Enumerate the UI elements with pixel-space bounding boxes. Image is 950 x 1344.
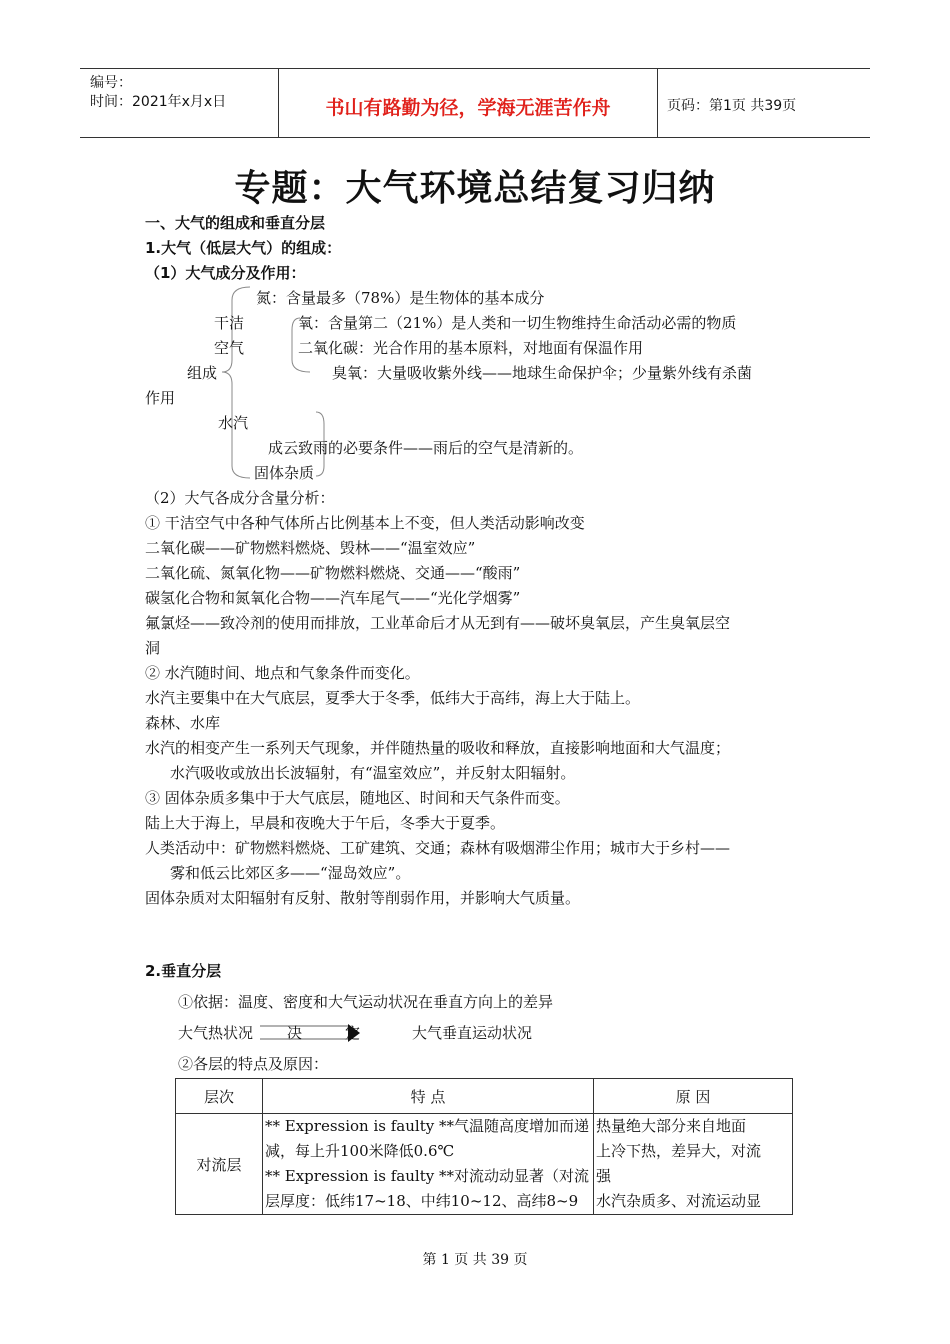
composition-brackets [0, 0, 950, 500]
reason-line: 上冷下热，差异大，对流 [596, 1142, 762, 1160]
analysis-line: 二氧化硫、氮氧化物——矿物燃料燃烧、交通——“酸雨” [145, 564, 521, 582]
page-info: 页码：第1页 共39页 [667, 98, 797, 114]
analysis-line: 固体杂质对太阳辐射有反射、散射等削弱作用，并影响大气质量。 [145, 889, 581, 907]
motto-text: 书山有路勤为径，学海无涯苦作舟 [325, 97, 611, 119]
section1-sub1: 1.大气（低层大气）的组成： [145, 239, 342, 257]
analysis-line: 氟氯烃——致冷剂的使用而排放，工业革命后才从无到有——破坏臭氧层，产生臭氧层空 [145, 614, 731, 632]
analysis-line: 水汽吸收或放出长波辐射，有“温室效应”，并反射太阳辐射。 [170, 764, 576, 782]
analysis-line: 二氧化碳——矿物燃料燃烧、毁林——“温室效应” [145, 539, 476, 557]
diagram-ozone-cont: 作用 [145, 389, 176, 407]
page-title: 专题：大气环境总结复习归纳 [234, 168, 716, 209]
reason-cell [594, 1114, 793, 1215]
table-header-cell: 特 点 [263, 1079, 594, 1114]
diagram-oxygen: 氧：含量第二（21%）是人类和一切生物维持生命活动必需的物质 [298, 314, 737, 332]
diagram-dry-air-1: 干洁 [214, 314, 245, 332]
section2-basis: ①依据：温度、密度和大气运动状况在垂直方向上的差异 [178, 993, 554, 1011]
section2-heading: 2.垂直分层 [145, 962, 222, 980]
analysis-line: 陆上大于海上，早晨和夜晚大于午后，冬季大于夏季。 [145, 814, 506, 832]
analysis-line: ② 水汽随时间、地点和气象条件而变化。 [145, 664, 420, 682]
reason-line: 强 [596, 1167, 612, 1185]
layer-name-cell: 对流层 [176, 1114, 263, 1215]
doc-number-label: 编号： [90, 75, 132, 91]
analysis-line: 水汽主要集中在大气底层，夏季大于冬季，低纬大于高纬，海上大于陆上。 [145, 689, 641, 707]
feature-cell [263, 1114, 594, 1215]
feature-line: ** Expression is faulty **气温随高度增加而递 [265, 1117, 589, 1135]
flow-mid: 决 [287, 1024, 303, 1042]
analysis-line: 雾和低云比郊区多——“湿岛效应”。 [170, 864, 411, 882]
layers-table [175, 1078, 793, 1215]
table-header-row [176, 1079, 793, 1114]
analysis-line: 人类活动中：矿物燃料燃烧、工矿建筑、交通；森林有吸烟滞尘作用；城市大于乡村—— [145, 839, 731, 857]
diagram-ozone: 臭氧：大量吸收紫外线——地球生命保护伞；少量紫外线有杀菌 [332, 364, 753, 382]
page-footer: 第 1 页 共 39 页 [422, 1252, 528, 1268]
analysis-line: 森林、水库 [145, 714, 221, 732]
feature-line: 层厚度：低纬17~18、中纬10~12、高纬8~9 [265, 1192, 579, 1210]
flow-right: 大气垂直运动状况 [412, 1024, 533, 1042]
analysis-line: 洞 [145, 639, 161, 657]
analysis-line: 碳氢化合物和氮氧化合物——汽车尾气——“光化学烟雾” [145, 589, 521, 607]
section1-sub1a: （1）大气成分及作用： [145, 264, 306, 282]
table-row [176, 1114, 793, 1215]
section2-features: ②各层的特点及原因： [178, 1055, 329, 1073]
reason-line: 水汽杂质多、对流运动显 [596, 1192, 762, 1210]
diagram-solids: 固体杂质 [254, 464, 315, 482]
flow-mid2: 定 [345, 1024, 361, 1042]
diagram-dry-air-2: 空气 [214, 339, 245, 357]
diagram-co2: 二氧化碳：光合作用的基本原料，对地面有保温作用 [298, 339, 644, 357]
diagram-composition: 组成 [187, 364, 218, 382]
analysis-line: 水汽的相变产生一系列天气现象，并伴随热量的吸收和释放，直接影响地面和大气温度； [145, 739, 731, 757]
diagram-water-vapor: 水汽 [218, 414, 249, 432]
flow-left: 大气热状况 [178, 1024, 254, 1042]
diagram-condition: 成云致雨的必要条件——雨后的空气是清新的。 [268, 439, 584, 457]
reason-line: 热量绝大部分来自地面 [596, 1117, 747, 1135]
section1-heading: 一、大气的组成和垂直分层 [145, 214, 326, 232]
feature-line: ** Expression is faulty **对流动动显著（对流 [265, 1167, 589, 1185]
analysis-line: ① 干洁空气中各种气体所占比例基本上不变，但人类活动影响改变 [145, 514, 585, 532]
feature-line: 减，每上升100米降低0.6℃ [265, 1142, 455, 1160]
diagram-nitrogen: 氮：含量最多（78%）是生物体的基本成分 [256, 289, 545, 307]
table-header-cell: 层次 [176, 1079, 263, 1114]
analysis-line: ③ 固体杂质多集中于大气底层，随地区、时间和天气条件而变。 [145, 789, 570, 807]
doc-time-label: 时间：2021年x月x日 [90, 94, 227, 110]
table-header-cell: 原 因 [594, 1079, 793, 1114]
section1-sub1b: （2）大气各成分含量分析： [145, 489, 335, 507]
